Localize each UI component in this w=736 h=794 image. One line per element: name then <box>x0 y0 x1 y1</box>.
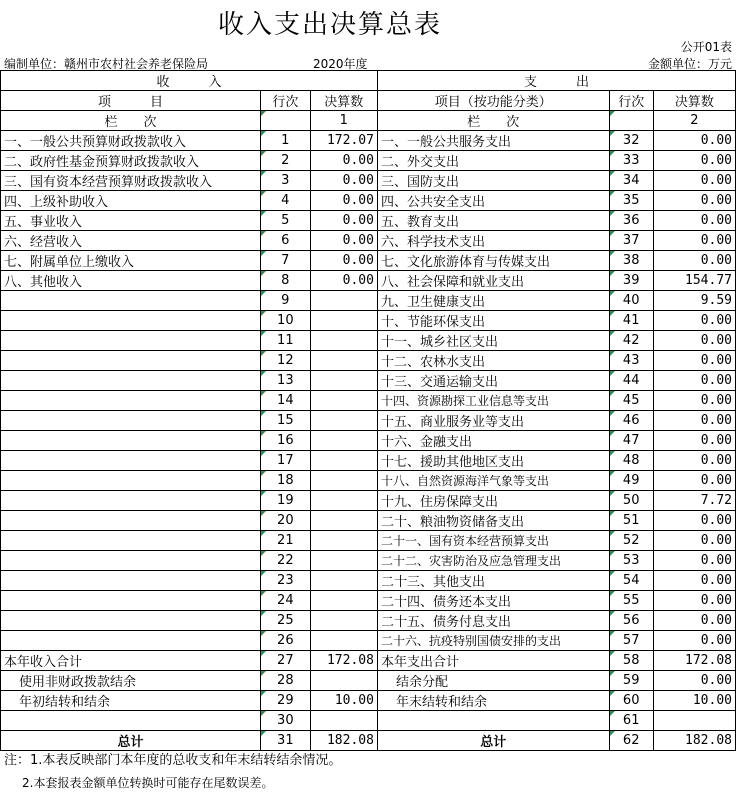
income-line-cell: 5 <box>261 211 310 231</box>
table-row <box>1 571 736 591</box>
table-row <box>1 651 736 671</box>
expense-value-cell: 0.00 <box>653 211 735 231</box>
expense-value-cell: 7.72 <box>653 491 735 511</box>
income-value-cell <box>310 411 377 431</box>
income-value-cell <box>310 571 377 591</box>
table-row <box>1 531 736 551</box>
income-item-cell <box>1 351 261 371</box>
expense-item-cell: 二十二、灾害防治及应急管理支出 <box>377 551 609 571</box>
expense-col-index: 2 <box>653 111 735 131</box>
income-value-cell <box>310 511 377 531</box>
income-item-cell <box>1 371 261 391</box>
expense-item-cell: 年末结转和结余 <box>377 691 609 711</box>
income-value-cell <box>310 711 377 731</box>
table-row <box>1 131 736 151</box>
expense-line-cell: 43 <box>609 351 653 371</box>
income-item-cell <box>1 591 261 611</box>
expense-item-cell: 一、一般公共服务支出 <box>377 131 609 151</box>
table-row <box>1 511 736 531</box>
income-value-cell <box>310 311 377 331</box>
table-row <box>1 271 736 291</box>
expense-value-cell: 172.08 <box>653 651 735 671</box>
expense-value-cell: 154.77 <box>653 271 735 291</box>
table-row <box>1 151 736 171</box>
expense-item-cell: 十五、商业服务业等支出 <box>377 411 609 431</box>
expense-value-cell: 9.59 <box>653 291 735 311</box>
income-line-cell: 9 <box>261 291 310 311</box>
income-line-cell: 2 <box>261 151 310 171</box>
income-value-cell <box>310 611 377 631</box>
table-row <box>1 191 736 211</box>
income-col-index: 1 <box>310 111 377 131</box>
expense-item-cell: 八、社会保障和就业支出 <box>377 271 609 291</box>
report-year: 2020年度 <box>313 57 368 71</box>
expense-item-cell: 十、节能环保支出 <box>377 311 609 331</box>
income-line-cell: 4 <box>261 191 310 211</box>
income-item-cell <box>1 331 261 351</box>
income-value-cell: 0.00 <box>310 191 377 211</box>
income-value-cell: 0.00 <box>310 251 377 271</box>
income-item-cell <box>1 451 261 471</box>
expense-value-cell: 0.00 <box>653 631 735 651</box>
income-line-cell: 3 <box>261 171 310 191</box>
income-item-cell: 本年收入合计 <box>1 651 261 671</box>
income-col-label: 栏 次 <box>1 111 261 131</box>
income-item-cell: 年初结转和结余 <box>1 691 261 711</box>
income-value-cell: 10.00 <box>310 691 377 711</box>
income-final-header: 决算数 <box>310 91 377 111</box>
expense-item-cell: 十四、资源勘探工业信息等支出 <box>377 391 609 411</box>
expense-value-cell: 0.00 <box>653 671 735 691</box>
expense-line-cell: 32 <box>609 131 653 151</box>
table-row <box>1 311 736 331</box>
expense-line-cell: 45 <box>609 391 653 411</box>
income-line-cell: 27 <box>261 651 310 671</box>
expense-value-cell: 182.08 <box>653 731 735 751</box>
expense-value-cell: 0.00 <box>653 511 735 531</box>
expense-line-cell: 41 <box>609 311 653 331</box>
income-item-cell <box>1 411 261 431</box>
table-row <box>1 371 736 391</box>
income-item-cell: 使用非财政拨款结余 <box>1 671 261 691</box>
table-row <box>1 551 736 571</box>
expense-value-cell: 0.00 <box>653 411 735 431</box>
income-line-cell: 1 <box>261 131 310 151</box>
reporting-unit: 编制单位：赣州市农村社会养老保险局 <box>4 57 209 71</box>
income-line-cell: 8 <box>261 271 310 291</box>
expense-line-cell: 33 <box>609 151 653 171</box>
expense-line-cell: 54 <box>609 571 653 591</box>
expense-line-cell: 37 <box>609 231 653 251</box>
expense-final-header: 决算数 <box>653 91 735 111</box>
expense-item-cell: 七、文化旅游体育与传媒支出 <box>377 251 609 271</box>
expense-value-cell: 0.00 <box>653 591 735 611</box>
expense-item-cell: 结余分配 <box>377 671 609 691</box>
expense-item-cell: 十三、交通运输支出 <box>377 371 609 391</box>
expense-value-cell: 0.00 <box>653 611 735 631</box>
expense-line-cell: 42 <box>609 331 653 351</box>
expense-item-cell: 二、外交支出 <box>377 151 609 171</box>
income-item-cell <box>1 491 261 511</box>
expense-value-cell: 0.00 <box>653 251 735 271</box>
expense-value-cell: 0.00 <box>653 451 735 471</box>
expense-item-cell: 二十三、其他支出 <box>377 571 609 591</box>
table-row <box>1 451 736 471</box>
income-line-cell: 19 <box>261 491 310 511</box>
expense-value-cell: 0.00 <box>653 471 735 491</box>
income-value-cell: 0.00 <box>310 171 377 191</box>
income-item-cell <box>1 291 261 311</box>
table-row <box>1 391 736 411</box>
income-line-cell: 18 <box>261 471 310 491</box>
expense-line-cell: 49 <box>609 471 653 491</box>
expense-line-cell: 59 <box>609 671 653 691</box>
income-item-cell <box>1 611 261 631</box>
income-line-cell: 25 <box>261 611 310 631</box>
expense-item-cell: 本年支出合计 <box>377 651 609 671</box>
table-notes <box>4 750 341 794</box>
income-value-cell: 0.00 <box>310 211 377 231</box>
expense-value-cell: 0.00 <box>653 331 735 351</box>
income-value-cell <box>310 371 377 391</box>
expense-col-blank <box>609 111 653 131</box>
income-item-cell: 一、一般公共预算财政拨款收入 <box>1 131 261 151</box>
expense-line-cell: 50 <box>609 491 653 511</box>
expense-item-cell: 十八、自然资源海洋气象等支出 <box>377 471 609 491</box>
expense-item-cell: 二十六、抗疫特别国债安排的支出 <box>377 631 609 651</box>
income-line-cell: 23 <box>261 571 310 591</box>
expense-item-cell: 二十一、国有资本经营预算支出 <box>377 531 609 551</box>
expense-value-cell: 0.00 <box>653 131 735 151</box>
expense-line-cell: 52 <box>609 531 653 551</box>
expense-line-cell: 57 <box>609 631 653 651</box>
income-value-cell <box>310 391 377 411</box>
income-item-cell: 四、上级补助收入 <box>1 191 261 211</box>
table-row <box>1 251 736 271</box>
income-line-cell: 26 <box>261 631 310 651</box>
note-line: 注：1.本表反映部门本年度的总收支和年末结转结余情况。 <box>4 753 342 768</box>
expense-item-cell: 总计 <box>377 731 609 751</box>
table-row <box>1 351 736 371</box>
expense-item-cell: 三、国防支出 <box>377 171 609 191</box>
income-line-cell: 10 <box>261 311 310 331</box>
income-item-cell: 八、其他收入 <box>1 271 261 291</box>
column-index-row <box>1 111 736 131</box>
money-unit: 金额单位：万元 <box>647 57 732 71</box>
expense-line-cell: 40 <box>609 291 653 311</box>
expense-item-cell: 十一、城乡社区支出 <box>377 331 609 351</box>
expense-line-cell: 58 <box>609 651 653 671</box>
expense-value-cell: 0.00 <box>653 571 735 591</box>
income-value-cell <box>310 331 377 351</box>
table-row <box>1 431 736 451</box>
income-value-cell: 182.08 <box>310 731 377 751</box>
expense-item-cell: 二十四、债务还本支出 <box>377 591 609 611</box>
column-header-row <box>1 91 736 111</box>
income-value-cell: 172.07 <box>310 131 377 151</box>
expense-item-cell: 十七、援助其他地区支出 <box>377 451 609 471</box>
expense-line-cell: 36 <box>609 211 653 231</box>
table-row <box>1 631 736 651</box>
expense-line-cell: 35 <box>609 191 653 211</box>
income-item-cell <box>1 431 261 451</box>
table-row <box>1 671 736 691</box>
income-line-cell: 11 <box>261 331 310 351</box>
income-line-cell: 15 <box>261 411 310 431</box>
table-row <box>1 291 736 311</box>
expense-item-cell: 六、科学技术支出 <box>377 231 609 251</box>
expense-col-label: 栏 次 <box>377 111 609 131</box>
expense-value-cell <box>653 711 735 731</box>
expense-section-header: 支 出 <box>377 71 735 91</box>
table-row <box>1 611 736 631</box>
expense-line-cell: 61 <box>609 711 653 731</box>
income-expense-table <box>0 70 736 751</box>
income-line-cell: 20 <box>261 511 310 531</box>
form-code: 公开01表 <box>680 40 732 54</box>
expense-value-cell: 0.00 <box>653 391 735 411</box>
income-item-header: 项 目 <box>1 91 261 111</box>
expense-value-cell: 10.00 <box>653 691 735 711</box>
income-item-cell: 七、附属单位上缴收入 <box>1 251 261 271</box>
income-item-cell: 总计 <box>1 731 261 751</box>
table-row <box>1 691 736 711</box>
table-row <box>1 171 736 191</box>
expense-value-cell: 0.00 <box>653 431 735 451</box>
income-line-cell: 24 <box>261 591 310 611</box>
expense-line-cell: 60 <box>609 691 653 711</box>
expense-value-cell: 0.00 <box>653 551 735 571</box>
expense-value-cell: 0.00 <box>653 311 735 331</box>
report-title: 收入支出决算总表 <box>217 10 442 40</box>
income-value-cell <box>310 491 377 511</box>
expense-item-cell: 二十五、债务付息支出 <box>377 611 609 631</box>
income-value-cell: 0.00 <box>310 271 377 291</box>
table-row <box>1 591 736 611</box>
table-row <box>1 411 736 431</box>
income-line-cell: 17 <box>261 451 310 471</box>
income-value-cell <box>310 591 377 611</box>
expense-value-cell: 0.00 <box>653 371 735 391</box>
income-value-cell <box>310 551 377 571</box>
income-item-cell: 三、国有资本经营预算财政拨款收入 <box>1 171 261 191</box>
expense-item-header: 项目（按功能分类） <box>377 91 609 111</box>
expense-line-cell: 39 <box>609 271 653 291</box>
income-item-cell <box>1 711 261 731</box>
income-line-cell: 21 <box>261 531 310 551</box>
expense-item-cell: 四、公共安全支出 <box>377 191 609 211</box>
income-line-cell: 16 <box>261 431 310 451</box>
income-value-cell <box>310 471 377 491</box>
expense-item-cell: 二十、粮油物资储备支出 <box>377 511 609 531</box>
expense-line-header: 行次 <box>609 91 653 111</box>
table-row <box>1 491 736 511</box>
income-line-cell: 12 <box>261 351 310 371</box>
note-line: 2.本套报表金额单位转换时可能存在尾数误差。 <box>22 776 274 790</box>
expense-value-cell: 0.00 <box>653 531 735 551</box>
expense-item-cell: 九、卫生健康支出 <box>377 291 609 311</box>
income-line-cell: 28 <box>261 671 310 691</box>
income-value-cell: 172.08 <box>310 651 377 671</box>
table-row <box>1 731 736 751</box>
income-value-cell: 0.00 <box>310 231 377 251</box>
income-value-cell: 0.00 <box>310 151 377 171</box>
income-item-cell <box>1 631 261 651</box>
income-value-cell <box>310 351 377 371</box>
income-item-cell <box>1 511 261 531</box>
income-line-cell: 7 <box>261 251 310 271</box>
expense-item-cell: 五、教育支出 <box>377 211 609 231</box>
income-item-cell: 六、经营收入 <box>1 231 261 251</box>
expense-line-cell: 48 <box>609 451 653 471</box>
expense-value-cell: 0.00 <box>653 351 735 371</box>
expense-line-cell: 51 <box>609 511 653 531</box>
income-item-cell <box>1 311 261 331</box>
income-value-cell <box>310 531 377 551</box>
income-line-cell: 31 <box>261 731 310 751</box>
expense-line-cell: 56 <box>609 611 653 631</box>
expense-line-cell: 47 <box>609 431 653 451</box>
income-line-cell: 14 <box>261 391 310 411</box>
income-line-cell: 6 <box>261 231 310 251</box>
income-value-cell <box>310 291 377 311</box>
expense-item-cell: 十九、住房保障支出 <box>377 491 609 511</box>
income-value-cell <box>310 631 377 651</box>
income-line-cell: 30 <box>261 711 310 731</box>
income-item-cell: 五、事业收入 <box>1 211 261 231</box>
income-line-cell: 22 <box>261 551 310 571</box>
income-item-cell <box>1 551 261 571</box>
table-row <box>1 711 736 731</box>
expense-line-cell: 46 <box>609 411 653 431</box>
income-line-cell: 29 <box>261 691 310 711</box>
table-row <box>1 471 736 491</box>
income-col-blank <box>261 111 310 131</box>
income-item-cell <box>1 571 261 591</box>
income-value-cell <box>310 431 377 451</box>
expense-value-cell: 0.00 <box>653 191 735 211</box>
income-item-cell: 二、政府性基金预算财政拨款收入 <box>1 151 261 171</box>
expense-line-cell: 38 <box>609 251 653 271</box>
expense-line-cell: 62 <box>609 731 653 751</box>
expense-item-cell: 十六、金融支出 <box>377 431 609 451</box>
expense-line-cell: 53 <box>609 551 653 571</box>
table-row <box>1 331 736 351</box>
income-line-header: 行次 <box>261 91 310 111</box>
expense-line-cell: 44 <box>609 371 653 391</box>
table-row <box>1 211 736 231</box>
expense-value-cell: 0.00 <box>653 171 735 191</box>
income-value-cell <box>310 671 377 691</box>
income-item-cell <box>1 391 261 411</box>
income-item-cell <box>1 531 261 551</box>
expense-line-cell: 55 <box>609 591 653 611</box>
expense-line-cell: 34 <box>609 171 653 191</box>
income-section-header: 收 入 <box>1 71 378 91</box>
income-item-cell <box>1 471 261 491</box>
income-line-cell: 13 <box>261 371 310 391</box>
income-value-cell <box>310 451 377 471</box>
section-header-row <box>1 71 736 91</box>
expense-item-cell <box>377 711 609 731</box>
table-row <box>1 231 736 251</box>
expense-item-cell: 十二、农林水支出 <box>377 351 609 371</box>
expense-value-cell: 0.00 <box>653 151 735 171</box>
expense-value-cell: 0.00 <box>653 231 735 251</box>
